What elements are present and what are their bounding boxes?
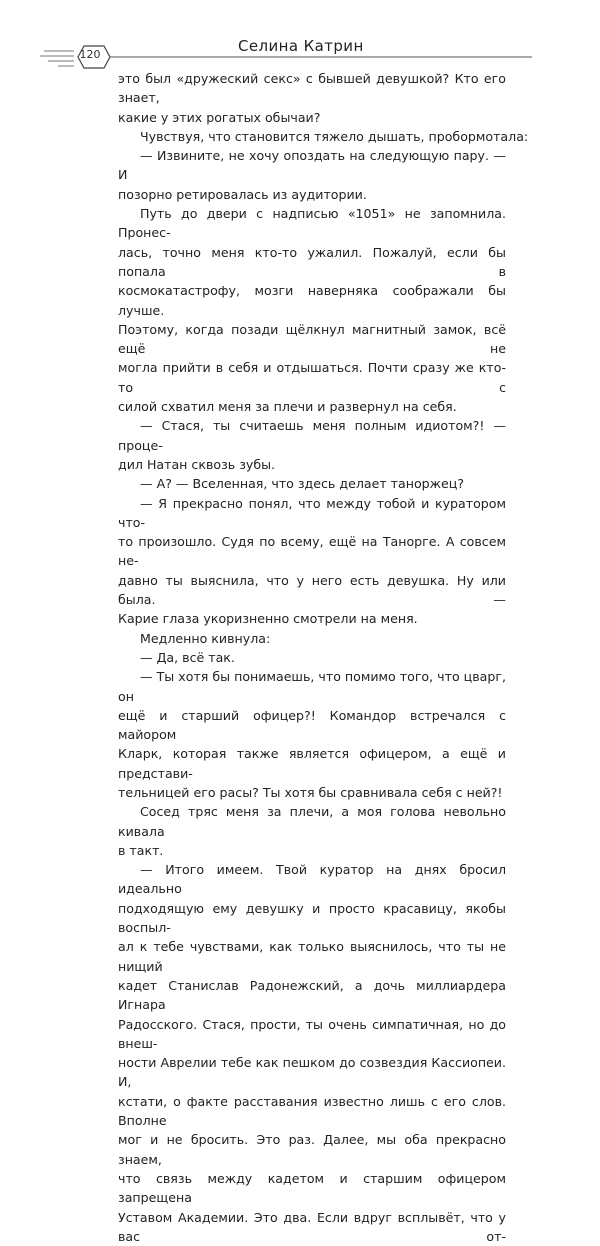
text-line: то произошло. Судя по всему, ещё на Таноргe. А совсем не- — [118, 534, 506, 569]
text-line: кстати, о факте расставания известно лишь с его слов. Вполне — [118, 1093, 506, 1129]
text-line: Поэтому, когда позади щёлкнул магнитный замок, всё ещё не — [118, 321, 506, 357]
text-line: мог и не бросить. Это раз. Далее, мы оба прекрасно знаем, — [118, 1132, 506, 1167]
text-line: кадет Станислав Радонежский, а дочь миллиардера Игнара — [118, 977, 506, 1013]
text-line: что связь между кадетом и старшим офицером запрещена — [118, 1170, 506, 1206]
text-line: дил Натан сквозь зубы. — [118, 456, 276, 472]
text-line: Карие глаза укоризненно смотрели на меня. — [118, 611, 418, 627]
text-line: — Да, всё так. — [140, 649, 235, 665]
text-line: — Извините, не хочу опоздать на следующую пару. — И — [118, 148, 506, 183]
text-line: — Я прекрасно понял, что между тобой и куратором что- — [118, 495, 506, 530]
text-line: Уставом Академии. Это два. Если вдруг всплывёт, что у вас от- — [118, 1209, 506, 1244]
page-header — [0, 0, 600, 80]
text-line: силой схватил меня за плечи и развернул на себя. — [118, 399, 457, 415]
text-line: — А? — Вселенная, что здесь делает таноржец? — [140, 476, 465, 492]
text-line: — Итого имеем. Твой куратор на днях бросил идеально — [118, 862, 506, 897]
text-line: Радосского. Стася, прости, ты очень симпатичная, но до внеш- — [118, 1016, 506, 1051]
text-line: космокатастрофу, мозги наверняка соображали бы лучше. — [118, 283, 506, 318]
text-line: какие у этих рогатых обычаи? — [118, 109, 321, 125]
text-line: — Ты хотя бы понимаешь, что помимо того, что цварг, он — [118, 669, 506, 704]
text-line: Путь до двери с надписью «1051» не запомнила. Пронес- — [118, 206, 506, 241]
text-line: это был «дружеский секс» с бывшей девушкой? Кто его знает, — [118, 71, 506, 106]
text-line: ал к тебе чувствами, как только выяснилось, что ты не нищий — [118, 939, 506, 974]
text-line: подходящую ему девушку и просто красавицу, якобы воспыл- — [118, 900, 506, 936]
page-number: 120 — [79, 48, 101, 61]
text-line: могла прийти в себя и отдышаться. Почти сразу же кто-то с — [118, 360, 506, 395]
text-line: позорно ретировалась из аудитории. — [118, 186, 367, 202]
text-line: ности Аврелии тебе как пешком до созвездия Кассиопеи. И, — [118, 1055, 506, 1090]
text-line: лась, точно меня кто-то ужалил. Пожалуй, если бы попала в — [118, 244, 506, 279]
text-line: Медленно кивнула: — [140, 630, 271, 646]
running-title: Селина Катрин — [238, 37, 364, 55]
text-line: Чувствуя, что становится тяжело дышать, пробормотала: — [140, 128, 529, 144]
text-line: Кларк, которая также является офицером, а ещё и представи- — [118, 746, 506, 781]
text-line: ещё и старший офицер?! Командор встречался с майором — [118, 707, 506, 743]
page-body — [118, 69, 529, 1246]
text-line: Сосед тряс меня за плечи, а моя голова невольно кивала — [118, 804, 506, 839]
text-line: давно ты выяснила, что у него есть девушка. Ну или была. — — [118, 572, 506, 608]
text-line: тельницей его расы? Ты хотя бы сравнивала себя с ней?! — [118, 784, 503, 800]
text-line: в такт. — [118, 842, 164, 858]
text-line: — Стася, ты считаешь меня полным идиотом?! — проце- — [118, 418, 506, 453]
